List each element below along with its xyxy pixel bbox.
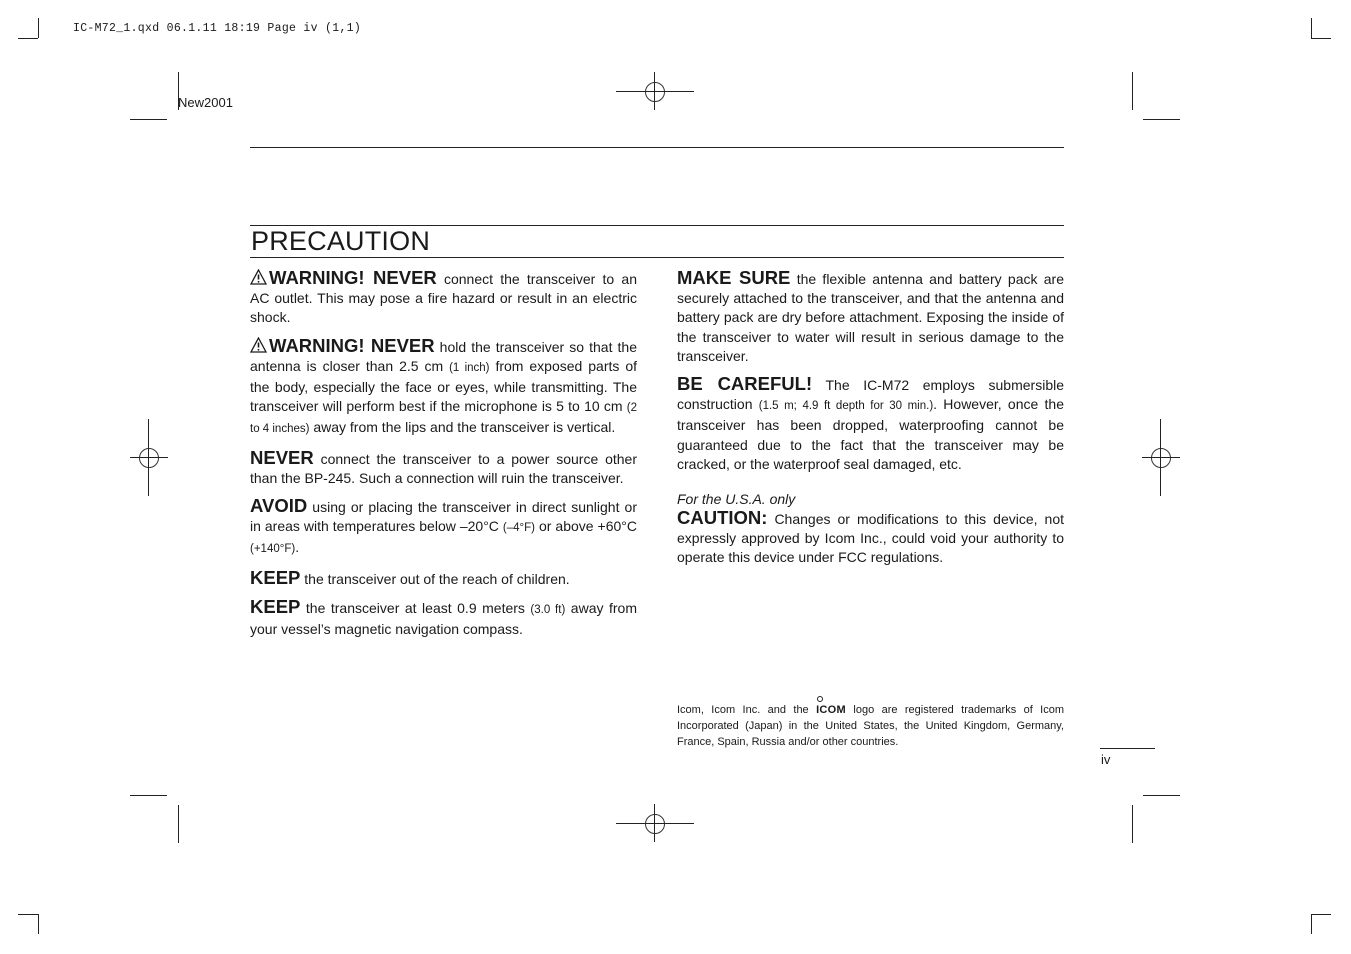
precaution-item: [250, 496, 637, 560]
page-number-rule: [1100, 748, 1155, 749]
crop-mark: [38, 18, 39, 38]
edition-tag: New2001: [178, 95, 233, 110]
precaution-text: away from your vessel’s magnetic navigation compass.: [250, 599, 637, 638]
page-title: PRECAUTION: [251, 226, 431, 256]
precaution-text: connect the transceiver to an AC outlet. This may pose a fire hazard or result in an electric shock.: [250, 271, 637, 326]
precaution-unit-note: (1.5 m; 4.9 ft depth for 30 min.): [758, 400, 934, 413]
crop-mark: [18, 38, 38, 39]
title-rule-bottom: [250, 257, 1064, 258]
crop-mark: [1311, 18, 1312, 38]
page-number: iv: [1101, 752, 1111, 767]
precaution-text: from exposed parts of the body, especially the face or eyes, while transmitting. The transceiver will perform best if the microphone is 5 to 10 cm: [250, 357, 637, 415]
precaution-item: [250, 268, 637, 328]
precaution-text: or above +60°C: [534, 518, 638, 535]
warning-triangle-icon: [250, 337, 267, 353]
precaution-keyword: WARNING! NEVER: [269, 267, 437, 288]
icom-logo: ICOM: [816, 704, 846, 716]
precaution-keyword: BE CAREFUL!: [677, 373, 813, 395]
precaution-keyword: WARNING! NEVER: [269, 334, 435, 356]
file-slug: IC-M72_1.qxd 06.1.11 18:19 Page iv (1,1): [73, 22, 362, 35]
precaution-unit-note: (+140°F): [250, 543, 296, 556]
trim-mark: [1132, 72, 1133, 110]
right-column: [677, 268, 1064, 576]
precaution-text: the transceiver at least 0.9 meters: [300, 599, 531, 616]
warning-triangle-icon: [250, 269, 267, 285]
trademark-text-before: Icom, Icom Inc. and the: [677, 704, 817, 716]
precaution-unit-note: (2 to 4 inches): [250, 402, 637, 436]
precaution-text: using or placing the transceiver in direct sunlight or in areas with temperatures below –20°C: [250, 499, 637, 535]
crop-mark: [18, 914, 38, 915]
trim-mark: [1132, 805, 1133, 843]
crop-mark: [1311, 914, 1331, 915]
precaution-keyword: AVOID: [250, 495, 308, 517]
precaution-unit-note: (–4°F): [502, 522, 535, 535]
precaution-text: . However, once the transceiver has been dropped, waterproofing cannot be guaranteed due to the fact that the transceiver may be cracked, or the waterproof seal damaged, etc.: [677, 396, 1064, 472]
left-column: [250, 268, 637, 647]
precaution-text: the transceiver out of the reach of children.: [300, 570, 570, 587]
precaution-item: [250, 568, 637, 589]
precaution-keyword: NEVER: [250, 446, 314, 468]
crop-mark: [1311, 914, 1312, 934]
precaution-text: away from the lips and the transceiver is vertical.: [309, 419, 616, 436]
crop-mark: [38, 914, 39, 934]
precaution-text: connect the transceiver to a power source other than the BP-245. Such a connection will ruin the transceiver.: [250, 450, 637, 486]
precaution-item: [250, 597, 637, 639]
precaution-keyword: KEEP: [250, 595, 301, 617]
precaution-item: [250, 448, 637, 488]
precaution-item: [677, 374, 1064, 474]
trim-mark: [130, 795, 167, 796]
right-column-paragraphs: [677, 268, 1064, 474]
caution-text: Changes or modifications to this device, not expressly approved by Icom Inc., could void your authority to operate this device under FCC regulations.: [677, 511, 1064, 566]
crop-mark: [1311, 38, 1331, 39]
caution-paragraph: [677, 508, 1064, 568]
precaution-text: hold the transceiver so that the antenna is closer than 2.5 cm: [250, 338, 637, 374]
trademark-notice: [677, 702, 1064, 750]
header-rule: [250, 147, 1064, 148]
trim-mark: [178, 805, 179, 843]
trim-mark: [130, 119, 167, 120]
precaution-keyword: KEEP: [250, 566, 301, 588]
precaution-unit-note: (1 inch): [449, 361, 490, 374]
usa-note: For the U.S.A. only: [677, 491, 796, 508]
precaution-text: The IC-M72 employs submersible construction: [677, 377, 1064, 413]
trim-mark: [1143, 119, 1180, 120]
trim-mark: [1143, 795, 1180, 796]
trademark-text-after: logo are registered trademarks of Icom Incorporated (Japan) in the United States, the United Kingdom, Germany, France, Spain, Russia and/or other countries.: [677, 704, 1064, 748]
precaution-item: [250, 336, 637, 440]
precaution-text: the flexible antenna and battery pack are securely attached to the transceiver, and that the antenna and battery pack are dry before attachment. Exposing the inside of the transceiver to water will result in serious damage to the transceiver.: [677, 271, 1064, 364]
precaution-keyword: MAKE SURE: [677, 267, 791, 288]
precaution-unit-note: (3.0 ft): [530, 603, 566, 616]
precaution-text: .: [295, 539, 300, 556]
caution-keyword: CAUTION:: [677, 507, 768, 529]
precaution-item: [677, 268, 1064, 366]
